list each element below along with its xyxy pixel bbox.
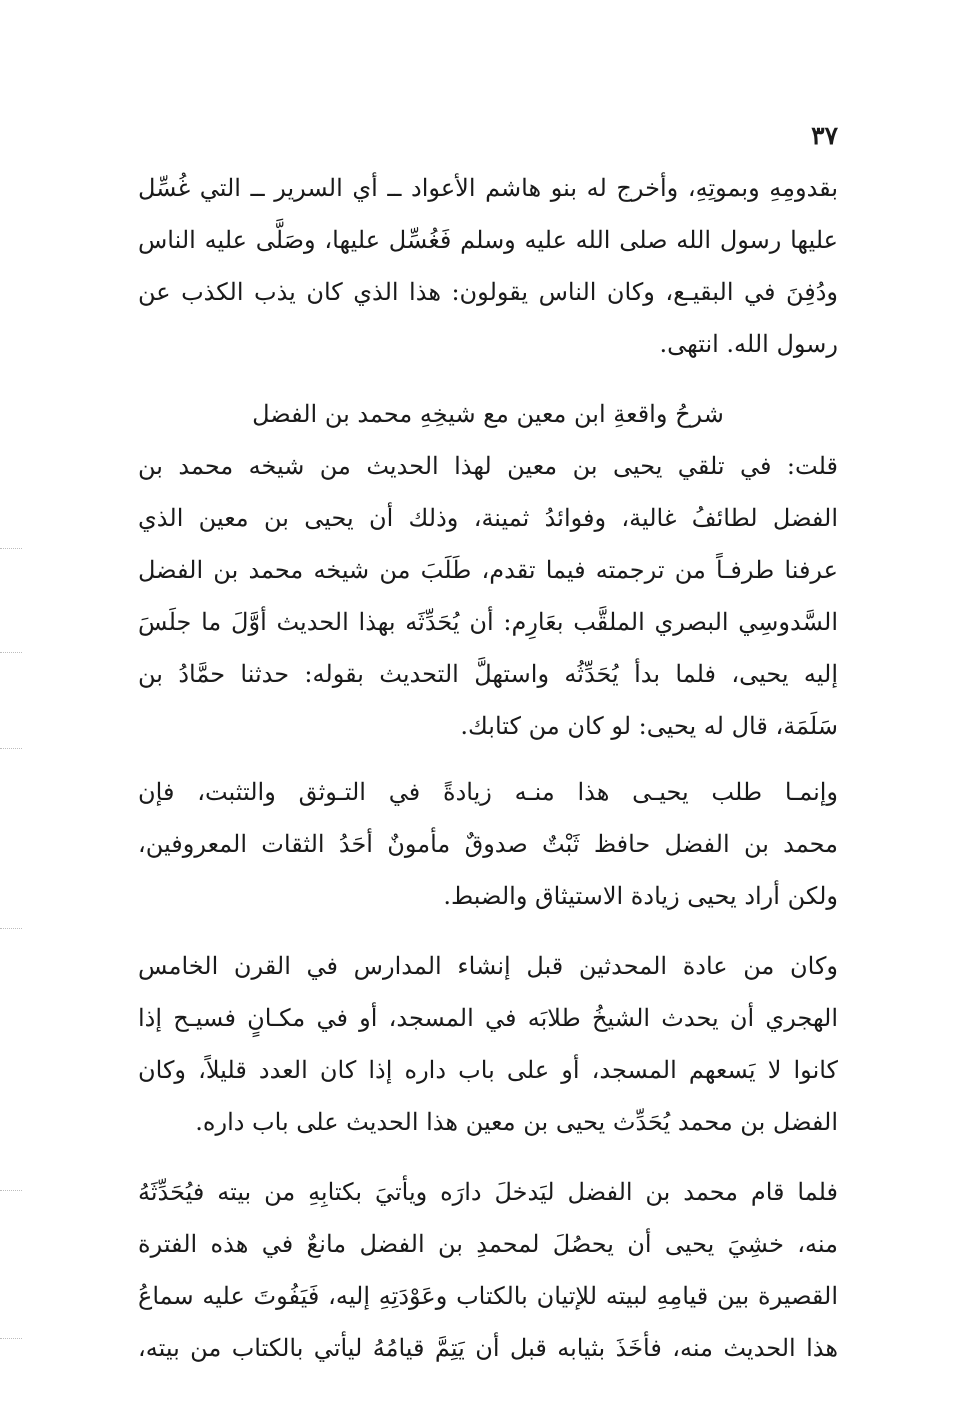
text-line: فلما قام محمد بن الفضل ليَدخلَ دارَه ويأتيَ بكتابِهِ من بيته فيُحَدِّثَهُ bbox=[138, 1178, 838, 1206]
margin-dots bbox=[0, 1190, 22, 1192]
page-number: ٣٧ bbox=[811, 121, 838, 150]
paragraph-1 bbox=[138, 162, 838, 370]
text-line: وكان من عادة المحدثين قبل إنشاء المدارس في القرن الخامس bbox=[138, 952, 838, 980]
margin-dots bbox=[0, 652, 22, 654]
margin-dots bbox=[0, 748, 22, 750]
text-line: الفضل بن محمد يُحَدِّث يحيى بن معين هذا الحديث على باب داره. bbox=[195, 1108, 838, 1136]
margin-dots bbox=[0, 1338, 22, 1340]
paragraph-2 bbox=[138, 440, 838, 752]
margin-dots bbox=[0, 548, 22, 550]
text-line: بقدومِهِ وبموتِهِ، وأخرج له بنو هاشم الأعواد ــ أي السرير ــ التي غُسِّل bbox=[138, 174, 838, 202]
text-line: سَلَمَة، قال له يحيى: لو كان من كتابك. bbox=[460, 712, 838, 740]
book-page bbox=[138, 110, 838, 1374]
text-line: الفضل لطائفُ غالية، وفوائدُ ثمينة، وذلك أن يحيى بن معين الذي bbox=[138, 504, 838, 532]
text-line: عرفنا طرفـاً من ترجمته فيما تقدم، طَلَبَ من شيخه محمد بن الفضل bbox=[138, 556, 838, 584]
text-line: ودُفِنَ في البقيـع، وكان الناس يقولون: هذا الذي كان يذب الكذب عن bbox=[138, 278, 838, 306]
paragraph-5 bbox=[138, 1166, 838, 1374]
text-line: منه، خشِيَ يحيى أن يحصُلَ لمحمدِ بن الفضل مانعٌ في هذه الفترة bbox=[138, 1230, 838, 1258]
text-line: عليها رسول الله صلى الله عليه وسلم فَغُسِّل عليها، وصَلَّى عليه الناس bbox=[138, 226, 838, 254]
paragraph-3 bbox=[138, 766, 838, 922]
margin-dots bbox=[0, 928, 22, 930]
section-heading: شرحُ واقعةِ ابن معين مع شيخِهِ محمد بن الفضل bbox=[252, 400, 724, 428]
text-line: ولكن أراد يحيى زيادة الاستيثاق والضبط. bbox=[443, 882, 838, 910]
text-line: الهجري أن يحدث الشيخُ طلابَه في المسجد، أو في مكـانٍ فسيـح إذا bbox=[138, 1004, 838, 1032]
text-line: السَّدوسِي البصري الملقَّب بعَارِم: أن يُحَدِّثَه بهذا الحديث أوَّلَ ما جلَسَ bbox=[138, 608, 838, 636]
text-line: كانوا لا يَسعهم المسجد، أو على باب داره إذا كان العدد قليلاً، وكان bbox=[138, 1056, 838, 1084]
text-line: محمد بن الفضل حافظ ثَبْتٌ صدوقٌ مأمونٌ أحَدُ الثقات المعروفين، bbox=[138, 830, 839, 858]
text-line: وإنمـا طلب يحيـى هذا منـه زيادةً في التـوثق والتثبت، فإن bbox=[138, 778, 838, 806]
text-line: قلت: في تلقي يحيى بن معين لهذا الحديث من شيخه محمد بن bbox=[138, 452, 838, 480]
paragraph-4 bbox=[138, 940, 838, 1148]
text-line: إليه يحيى، فلما بدأ يُحَدِّثُه واستهلَّ التحديث بقوله: حدثنا حمَّادُ بن bbox=[138, 660, 838, 688]
text-line: القصيرة بين قيامِهِ لبيته للإتيان بالكتاب وعَوْدَتِهِ إليه، فَيَفُوتَ عليه سماعُ bbox=[138, 1282, 839, 1310]
text-line: هذا الحديث منه، فأخَذَ بثيابه قبل أن يَتِمَّ قيامُهُ ليأتي بالكتاب من بيته، bbox=[138, 1334, 838, 1362]
text-line: رسول الله. انتهى. bbox=[659, 330, 838, 358]
